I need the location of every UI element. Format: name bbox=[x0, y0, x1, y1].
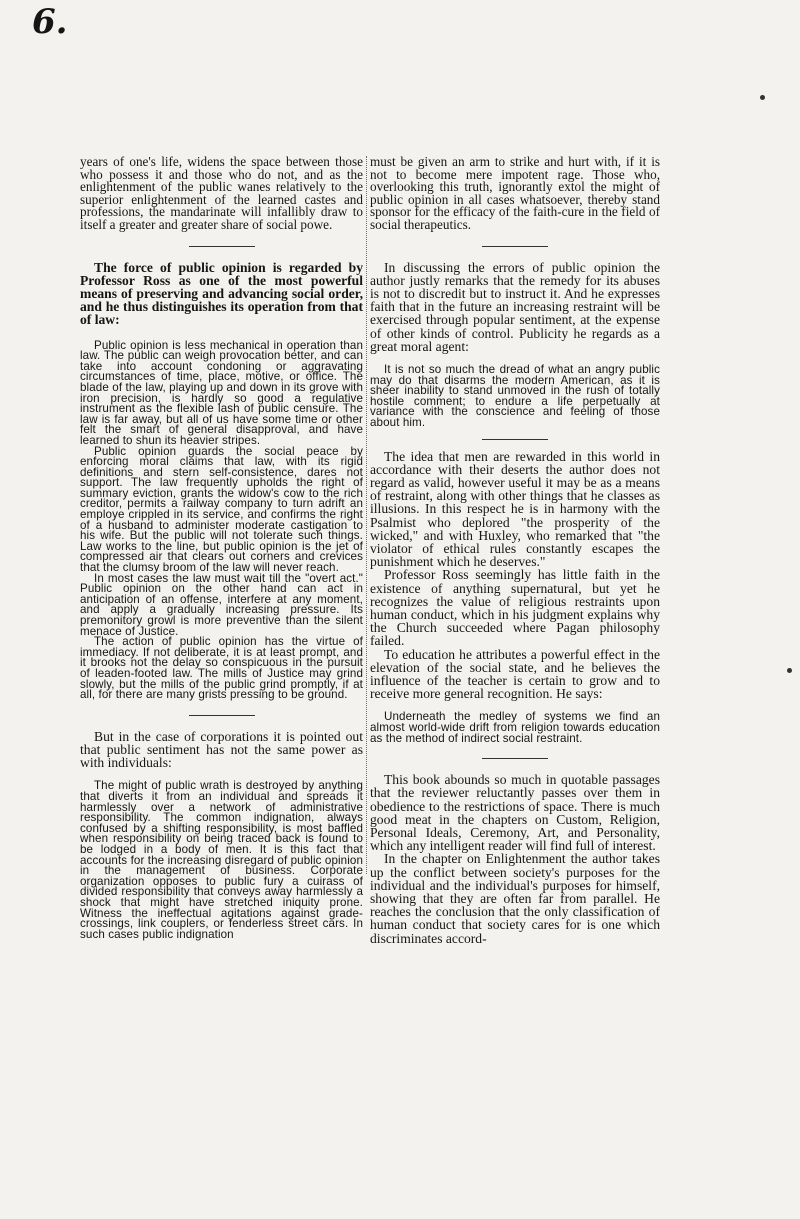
page-number: 6. bbox=[32, 2, 68, 42]
paragraph: The idea that men are rewarded in this world in accordance with their deserts the author does not regard as valid, however useful it may be as a means of restraint, along with other things that he classes as illusions. In this respect he is in harmony with the Psalmist who deplored "the prosperity of the wicked," and with Huxley, who remarked that "the violator of ethical rules constantly escapes the punishment which he deserves." bbox=[370, 448, 660, 570]
section-divider bbox=[189, 715, 255, 716]
paragraph: This book abounds so much in quotable passages that the reviewer reluctantly passes over them in obedience to the restrictions of space. There is much good meat in the chapters on Custom, Religion, Personal Ideals, Ceremony, Art, and Personality, which any intelligent reader will find full of interest. bbox=[370, 772, 660, 854]
section-divider bbox=[482, 246, 548, 247]
margin-mark bbox=[760, 95, 765, 100]
paragraph: In discussing the errors of public opinion the author justly remarks that the remedy for its abuses is not to discredit but to instruct it. And he expresses faith that in the future an increasing restraint will be exercised through popular sentiment, at the expense of other kinds of control. Publicity he regards as a great moral agent: bbox=[370, 259, 660, 354]
block-quote: The might of public wrath is destroyed by anything that diverts it from an individual and spreads it harmlessly over a network of administrative responsibility. The common indignation, always confused by a shifting responsibility, is most baffled when responsibility on being traced back is found to be lodged in a body of men. It is this fact that accounts for the increasing disregard of public opinion in the management of business. Corporate organization opposes to public fury a cuirass of divided responsibility that conveys away harmlessly a shock that might have stretched iniquity prone. Witness the ineffectual agitations against grade-crossings, link couplers, or fenderless street cars. In such cases public indignation bbox=[80, 779, 363, 941]
paragraph: But in the case of corporations it is pointed out that public sentiment has not the same power as with individuals: bbox=[80, 728, 363, 771]
paragraph: Professor Ross seemingly has little faith in the existence of anything supernatural, but yet he recognizes the value of religious restraints upon human conduct, which in his judgment explains why the Church succeeded where Pagan philosophy failed. bbox=[370, 567, 660, 649]
block-quote: Public opinion is less mechanical in operation than law. The public can weigh provocation better, and can take into account condoning or aggravating circumstances of time, place, motive, or office. The blade of the law, playing up and down in its grove with iron precision, is hardly so good a regulative instrument as the flexible lash of public censure. The law is far away, but all of us have some time or other felt the smart of general disapproval, and have learned to shun its heavier stripes. bbox=[80, 338, 363, 447]
block-quote: It is not so much the dread of what an angry public may do that disarms the modern American, as it is sheer inability to stand unmoved in the rush of totally hostile comment; to endure a life perpetually at variance with the conscience and feeling of those about him. bbox=[370, 362, 660, 429]
paragraph: The force of public opinion is regarded by Professor Ross as one of the most powerful means of preserving and advancing social order, and he thus distinguishes its operation from that of law: bbox=[80, 259, 363, 328]
block-quote: Underneath the medley of systems we find an almost world-wide drift from religion towards education as the method of indirect social restraint. bbox=[370, 710, 660, 745]
section-divider bbox=[189, 246, 255, 247]
paragraph: must be given an arm to strike and hurt with, if it is not to become mere impotent rage. Those who, overlooking this truth, ignorantly extol the might of public opinion in all cases whatsoever, thereby stand sponsor for the efficacy of the faith-cure in the field of social therapeutics. bbox=[370, 154, 660, 232]
section-divider bbox=[482, 758, 548, 759]
paragraph: To education he attributes a powerful effect in the elevation of the social state, and he believes the influence of the teacher is certain to grow and to receive more general recognition. He says: bbox=[370, 646, 660, 702]
section-divider bbox=[482, 439, 548, 440]
right-column bbox=[370, 156, 660, 945]
block-quote: Public opinion guards the social peace by enforcing moral claims that law, with its rigid definitions and stern self-consistence, dares not support. The law frequently upholds the right of summary eviction, grants the widow's cow to the rich creditor, permits a railway company to turn adrift an employe crippled in its service, and confirms the right of a husband to administer moderate castigation to his wife. But the public will not tolerate such things. Law works to the line, but public opinion is the jet of compressed air that clears out corners and crevices that the clumsy broom of the law will never reach. bbox=[80, 444, 363, 575]
margin-mark bbox=[787, 668, 792, 673]
left-column bbox=[80, 156, 363, 940]
paragraph: years of one's life, widens the space between those who possess it and those who do not, and as the enlightenment of the public wanes relatively to the superior enlightenment of the learned castes and professions, the mandarinate will infallibly draw to itself a greater and greater share of social powe. bbox=[80, 154, 363, 232]
column-rule bbox=[366, 156, 367, 874]
block-quote: In most cases the law must wait till the "overt act." Public opinion on the other hand can act in anticipation of an offense, interfere at any moment, and apply a gradually increasing pressure. Its premonitory growl is more preventive than the silent menace of Justice. bbox=[80, 571, 363, 638]
block-quote: The action of public opinion has the virtue of immediacy. If not deliberate, it is at least prompt, and it brooks not the delay so conspicuous in the pursuit of leaden-footed law. The mills of Justice may grind slowly, but the mills of the public grind promptly, if at all, for there are many grists pressing to be ground. bbox=[80, 635, 363, 702]
paragraph: In the chapter on Enlightenment the author takes up the conflict between society's purposes for the individual and the individual's purposes for himself, showing that they are often far from parallel. He reaches the conclusion that the only classification of human conduct that society cares for is one which discriminates accord- bbox=[370, 851, 660, 946]
